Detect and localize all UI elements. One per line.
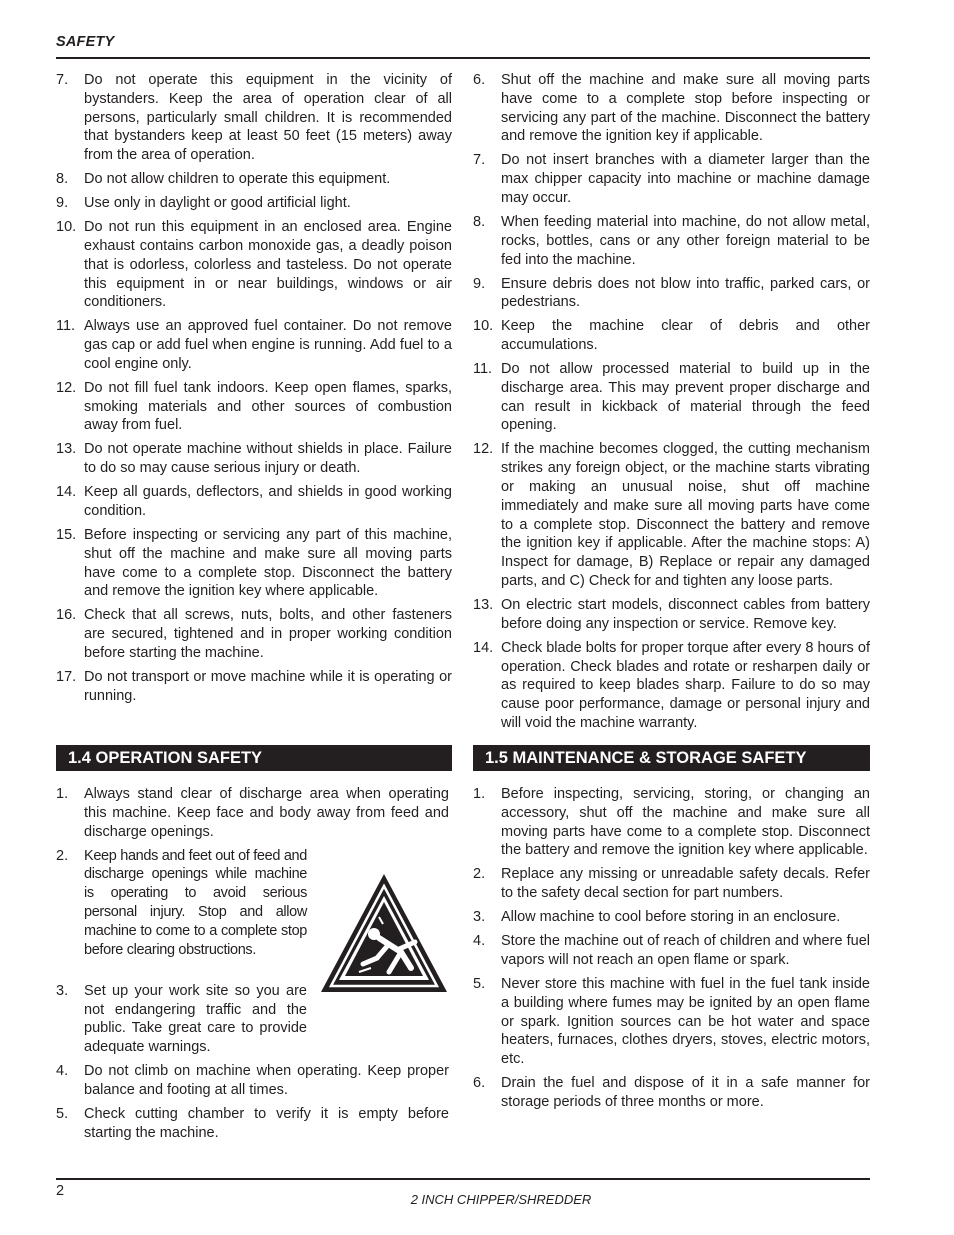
list-item: [56, 483, 452, 521]
list-item-number: 1.: [473, 786, 486, 802]
list-item-number: 4.: [56, 1063, 69, 1080]
list-item-text: Shut off the machine and make sure all moving parts have come to a complete stop before inspecting or servicing any part of the machine. Disconnect the battery and remove the ignition key if applicable.: [501, 72, 870, 145]
list-item-number: 14.: [56, 484, 77, 501]
list-item-number: 12.: [473, 441, 494, 458]
list-item-text: Check blade bolts for proper torque after every 8 hours of operation. Check blades and rotate or resharpen daily or as required to keep blades sharp. Failure to do so may cause poor performance, damage or personal injury and will void the machine warranty.: [501, 639, 870, 731]
list-item-text: Do not fill fuel tank indoors. Keep open flames, sparks, smoking materials and other sources of combustion away from fuel.: [84, 379, 452, 434]
list-item: [56, 170, 452, 189]
list-item: [473, 71, 870, 146]
list-item-number: 6.: [473, 72, 486, 88]
list-item-text: Do not climb on machine when operating. Keep proper balance and footing at all times.: [84, 1063, 449, 1098]
section-heading-maintenance-safety: 1.5 MAINTENANCE & STORAGE SAFETY: [473, 745, 870, 771]
list-item-text: Before inspecting or servicing any part of this machine, shut off the machine and make sure all moving parts have come to a complete stop. Disconnect the battery and remove the ignition key where applicable.: [84, 527, 452, 600]
list-item: [56, 440, 452, 478]
list-item-number: 5.: [473, 975, 486, 992]
list-item: [56, 1105, 449, 1143]
document-title: 2 INCH CHIPPER/SHREDDER: [410, 1192, 592, 1207]
list-item-text: Do not insert branches with a diameter larger than the max chipper capacity into machine or machine damage may occur.: [501, 152, 870, 206]
list-item-text: Drain the fuel and dispose of it in a safe manner for storage periods of three months or more.: [501, 1075, 870, 1110]
list-item-number: 1.: [56, 786, 69, 802]
list-item-number: 11.: [473, 361, 493, 378]
list-item-number: 13.: [473, 597, 494, 614]
list-item-text: On electric start models, disconnect cables from battery before doing any inspection or service. Remove key.: [501, 597, 870, 632]
list-item-text: Replace any missing or unreadable safety decals. Refer to the safety decal section for part numbers.: [501, 866, 870, 902]
list-item-text: Do not allow processed material to build up in the discharge area. This may prevent proper discharge and can result in kickback of material through the feed opening.: [501, 361, 870, 434]
list-item-text: Do not run this equipment in an enclosed area. Engine exhaust contains carbon monoxide gas, a deadly poison that is odorless, colorless and tasteless. Do not operate this equipment in or near buildings, windows or air conditioners.: [84, 219, 452, 311]
list-item: [56, 71, 452, 165]
list-item-text: Check that all screws, nuts, bolts, and other fasteners are secured, tightened and in proper working condition before starting the machine.: [84, 607, 452, 661]
list-item-text: Always stand clear of discharge area when operating this machine. Keep face and body away from feed and discharge openings.: [84, 786, 449, 840]
list-item: [56, 1062, 449, 1100]
list-item-number: 7.: [473, 152, 486, 169]
list-item-number: 5.: [56, 1105, 69, 1122]
list-item-number: 11.: [56, 318, 76, 335]
list-item: [473, 440, 870, 590]
list-item-text: Keep the machine clear of debris and other accumulations.: [501, 318, 870, 354]
list-item: [473, 908, 870, 927]
list-item-text: Store the machine out of reach of children and where fuel vapors will not reach an open flame or spark.: [501, 933, 870, 968]
list-item: [56, 317, 452, 373]
list-item-text: Use only in daylight or good artificial light.: [84, 195, 351, 212]
maintenance-safety-column: [473, 785, 870, 1117]
list-item-number: 3.: [473, 909, 486, 926]
list-item: [473, 865, 870, 903]
section-heading-operation-safety: 1.4 OPERATION SAFETY: [56, 745, 452, 771]
list-item-text: Do not allow children to operate this equipment.: [84, 171, 391, 188]
list-item: [473, 317, 870, 355]
list-item-number: 12.: [56, 379, 77, 396]
maintenance-safety-list: [473, 785, 870, 1112]
list-item-text: Check cutting chamber to verify it is empty before starting the machine.: [84, 1105, 449, 1141]
list-item-text: Do not operate this equipment in the vicinity of bystanders. Keep the area of operation clear of all persons, particularly small children. It is recommended that bystanders keep at least 50 feet (15 meters) away from the area of operation.: [84, 72, 452, 164]
list-item-number: 2.: [56, 847, 69, 864]
header-rule: [56, 57, 870, 59]
safety-list: [56, 71, 452, 706]
footer-rule: [56, 1178, 870, 1180]
list-item-text: If the machine becomes clogged, the cutting mechanism strikes any foreign object, or the machine starts vibrating or making an unusual noise, shut off machine immediately and make sure all moving parts have come to a complete stop. Disconnect the battery and remove the ignition key if applicable. After the machine stops: A) Inspect for damage, B) Replace or repair any damaged parts, and C) Check for and tighten any loose parts.: [501, 441, 870, 590]
list-item-text: Always use an approved fuel container. Do not remove gas cap or add fuel when engine is running. Add fuel to a cool engine only.: [84, 318, 452, 372]
list-item-text: Before inspecting, servicing, storing, or changing an accessory, shut off the machine and make sure all moving parts have come to a complete stop. Disconnect the battery and remove the ignition key where applicable.: [501, 786, 870, 859]
list-item: [56, 668, 452, 706]
list-item-number: 3.: [56, 982, 69, 999]
list-item: [473, 213, 870, 269]
list-item-number: 2.: [473, 866, 486, 883]
list-item: [473, 596, 870, 634]
right-column-upper: [473, 71, 870, 738]
list-item-text: Keep hands and feet out of feed and discharge openings while machine is operating to avoid serious personal injury. Stop and allow machine to come to a complete stop before clearing obstructions.: [84, 847, 449, 977]
list-item-number: 10.: [56, 219, 77, 236]
list-item: [473, 275, 870, 313]
list-item-text: Allow machine to cool before storing in an enclosure.: [501, 909, 841, 926]
list-item-text: Do not transport or move machine while it is operating or running.: [84, 668, 452, 704]
list-item: [56, 526, 452, 601]
list-item: [56, 218, 452, 312]
falling-person-warning-icon: [319, 872, 449, 994]
list-item-text: Never store this machine with fuel in the fuel tank inside a building where fumes may be ignited by an open flame or spark. Ignition sources can be hot water and space heaters, furnaces, clothes dryers, stoves, electric motors, etc.: [501, 975, 870, 1068]
list-item: [473, 1074, 870, 1112]
list-item-text: Set up your work site so you are not endangering traffic and the public. Take great care to provide adequate warnings.: [84, 982, 449, 1057]
list-item-number: 17.: [56, 668, 77, 685]
list-item-number: 9.: [473, 275, 486, 292]
list-item-number: 14.: [473, 639, 494, 656]
safety-list: [473, 71, 870, 733]
list-item-text: Do not operate machine without shields in place. Failure to do so may cause serious injury or death.: [84, 441, 452, 477]
list-item-number: 8.: [473, 213, 486, 230]
list-item-number: 13.: [56, 441, 77, 458]
list-item-text: When feeding material into machine, do not allow metal, rocks, bottles, cans or any other foreign material to be fed into the machine.: [501, 213, 870, 268]
list-item: [473, 151, 870, 207]
list-item: [473, 975, 870, 1069]
list-item: [56, 785, 449, 841]
list-item-text: Keep all guards, deflectors, and shields in good working condition.: [84, 484, 452, 520]
list-item: [56, 606, 452, 662]
list-item: [473, 360, 870, 435]
list-item: [473, 785, 870, 860]
list-item-number: 4.: [473, 933, 486, 950]
list-item-number: 8.: [56, 171, 69, 188]
list-item: [56, 194, 452, 213]
left-column-upper: [56, 71, 452, 711]
list-item-number: 16.: [56, 607, 77, 624]
list-item-text: Ensure debris does not blow into traffic, parked cars, or pedestrians.: [501, 275, 870, 311]
page-section-label: SAFETY: [56, 34, 115, 50]
list-item-number: 7.: [56, 72, 69, 88]
list-item: [473, 639, 870, 733]
list-item: [56, 379, 452, 435]
page-number: 2: [56, 1183, 65, 1199]
list-item: [473, 932, 870, 970]
list-item-number: 15.: [56, 527, 77, 544]
list-item-number: 6.: [473, 1075, 486, 1092]
list-item-number: 9.: [56, 195, 69, 212]
list-item-number: 10.: [473, 318, 494, 335]
